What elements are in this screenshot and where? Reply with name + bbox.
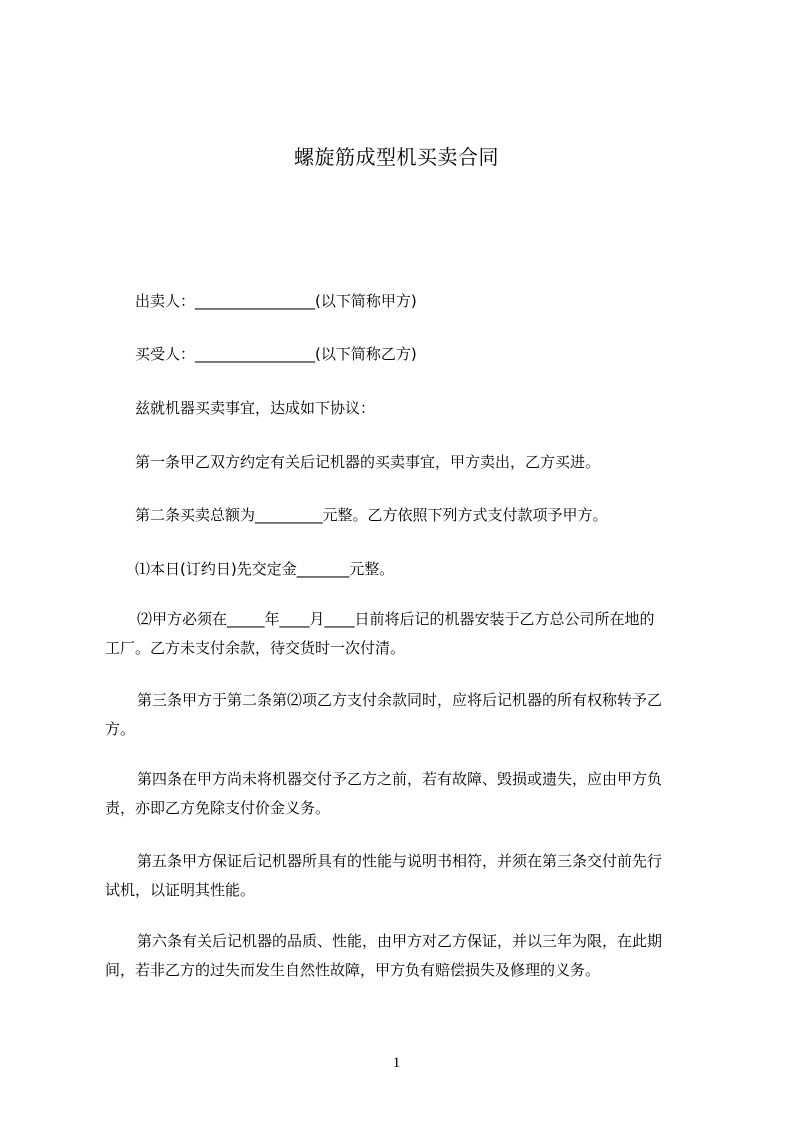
paragraph-line: 第四条在甲方尚未将机器交付予乙方之前，若有故障、毁损或遗失，应由甲方负 [137,770,663,788]
buyer-line [105,340,705,369]
article-6 [105,927,705,985]
paragraph-line: ⑵甲方必须在_____年____月____日前将后记的机器安装于乙方总公司所在地的 [137,610,655,628]
contract-title: 螺旋筋成型机买卖合同 [294,145,499,169]
paragraph-line: 第五条甲方保证后记机器所具有的性能与说明书相符，并须在第三条交付前先行 [137,852,663,870]
paragraph-line: ⑴本日(订约日)先交定金_______元整。 [135,560,395,578]
paragraph-line: 第六条有关后记机器的品质、性能，由甲方对乙方保证，并以三年为限，在此期 [137,932,663,950]
paragraph-line: 试机，以证明其性能。 [105,881,256,899]
paragraph-line: 第三条甲方于第二条第⑵项乙方支付余款同时，应将后记机器的所有权称转予乙 [137,691,663,709]
paragraph-line: 买受人：________________(以下简称乙方) [135,345,417,363]
seller-line [105,287,705,316]
page-number: 1 [392,1055,401,1071]
agreement-intro [105,394,705,423]
article-2-item-2 [105,605,705,663]
paragraph-line: 第二条买卖总额为_________元整。乙方依照下列方式支付款项予甲方。 [135,506,608,524]
paragraph-line: 工厂。乙方未支付余款，待交货时一次付清。 [105,639,406,657]
paragraph-line: 兹就机器买卖事宜，达成如下协议： [135,399,376,417]
paragraph-line: 出卖人：________________(以下简称甲方) [135,292,417,310]
article-3 [105,686,705,744]
article-2 [105,501,705,530]
paragraph-line: 责，亦即乙方免除支付价金义务。 [105,799,331,817]
paragraph-line: 方。 [105,720,136,738]
paragraph-line: 间，若非乙方的过失而发生自然性故障，甲方负有赔偿损失及修理的义务。 [105,961,601,979]
article-4 [105,765,705,823]
article-2-item-1 [105,555,705,584]
article-1 [105,448,705,477]
article-5 [105,847,705,905]
paragraph-line: 第一条甲乙双方约定有关后记机器的买卖事宜，甲方卖出，乙方买进。 [135,453,601,471]
